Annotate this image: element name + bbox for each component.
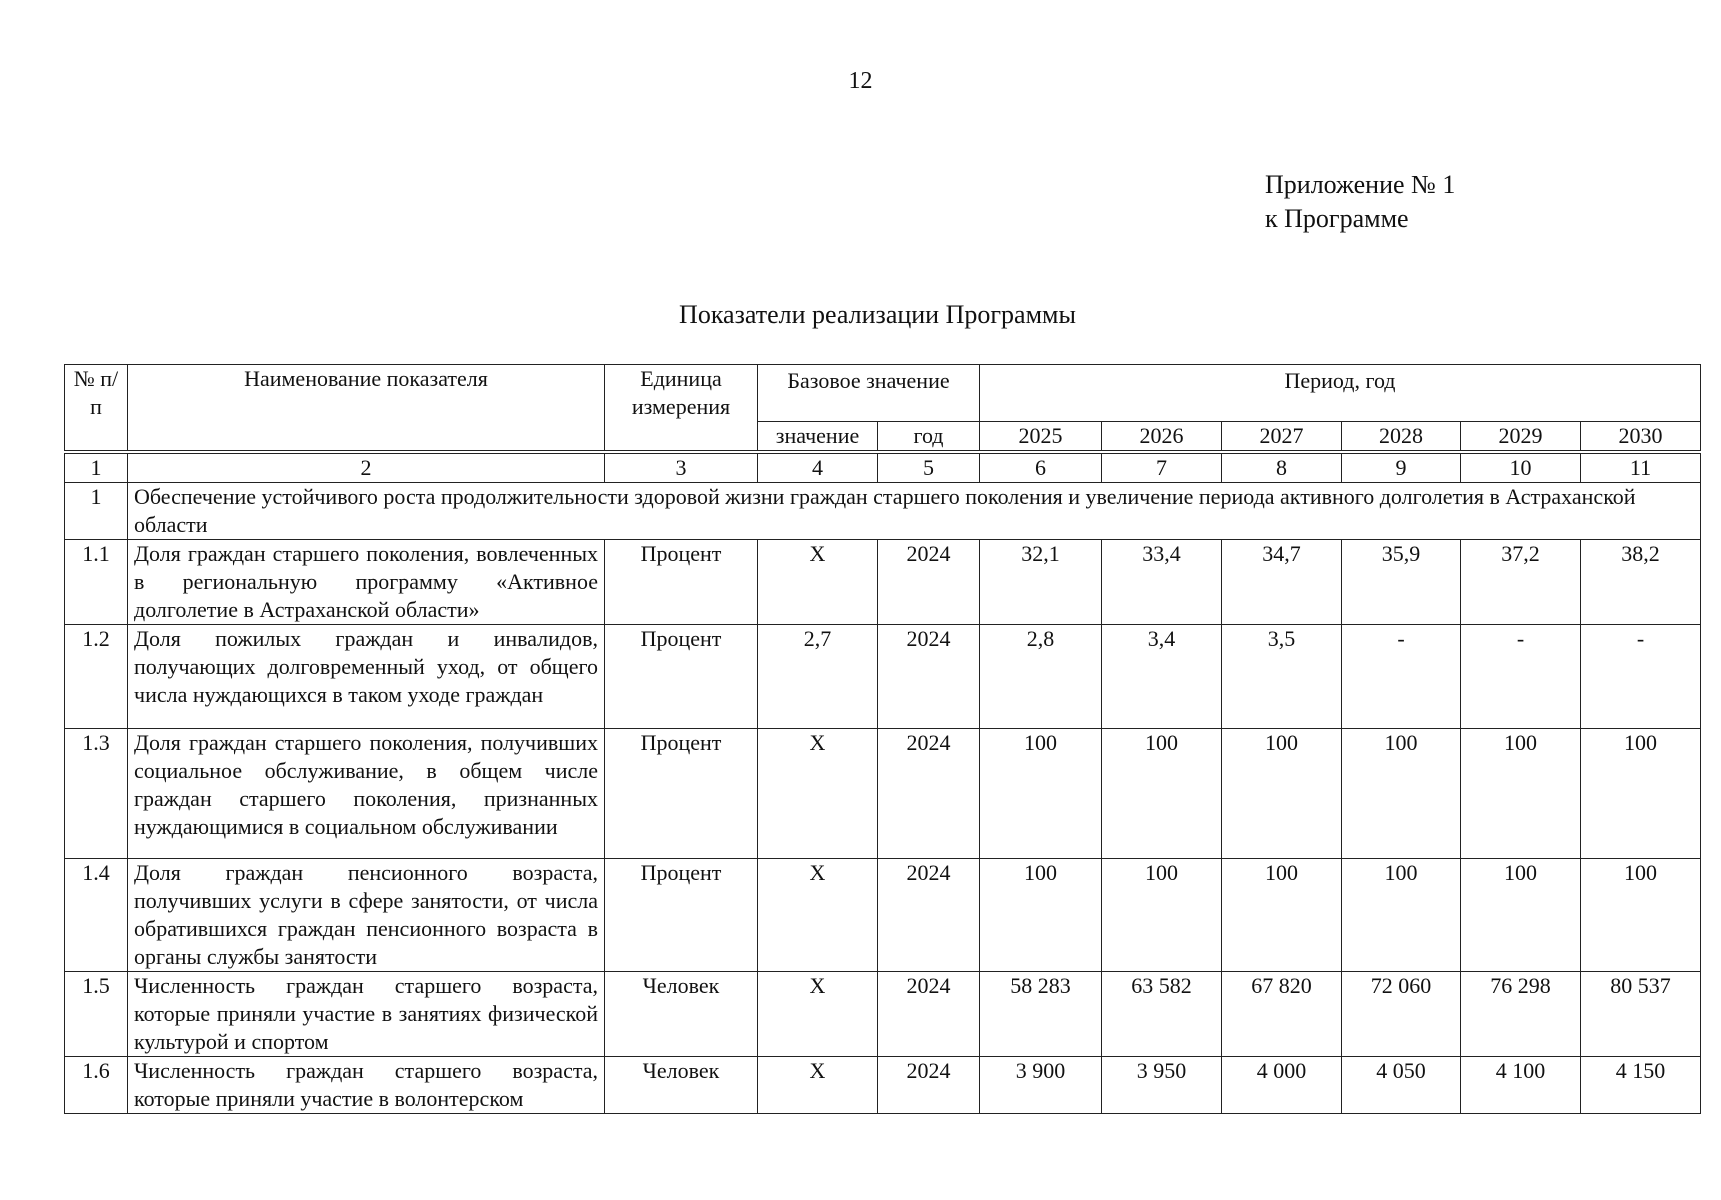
row-unit: Человек bbox=[605, 1057, 758, 1114]
column-number-row bbox=[65, 452, 1701, 483]
row-value: 100 bbox=[1342, 729, 1461, 859]
row-num: 1.3 bbox=[65, 729, 128, 859]
row-value: 100 bbox=[1581, 729, 1701, 859]
row-base-year: 2024 bbox=[878, 540, 980, 625]
header-base-value: значение bbox=[758, 422, 878, 453]
header-num: № п/п bbox=[65, 365, 128, 453]
row-value: 37,2 bbox=[1461, 540, 1581, 625]
column-number: 7 bbox=[1102, 452, 1222, 483]
row-base-year: 2024 bbox=[878, 1057, 980, 1114]
row-value: 33,4 bbox=[1102, 540, 1222, 625]
header-year: 2029 bbox=[1461, 422, 1581, 453]
table-row bbox=[65, 1057, 1701, 1114]
row-value: 35,9 bbox=[1342, 540, 1461, 625]
row-value: 4 050 bbox=[1342, 1057, 1461, 1114]
row-value: 4 000 bbox=[1222, 1057, 1342, 1114]
row-unit: Человек bbox=[605, 972, 758, 1057]
header-year: 2028 bbox=[1342, 422, 1461, 453]
row-value: 38,2 bbox=[1581, 540, 1701, 625]
section-num: 1 bbox=[65, 483, 128, 540]
row-name: Доля граждан старшего поколения, получивших социальное обслуживание, в общем числе граждан старшего поколения, признанных нуждающимися в социальном обслуживании bbox=[128, 729, 605, 859]
row-name: Доля пожилых граждан и инвалидов, получающих долговременный уход, от общего числа нуждающихся в таком уходе граждан bbox=[128, 625, 605, 729]
row-base-year: 2024 bbox=[878, 859, 980, 972]
row-num: 1.6 bbox=[65, 1057, 128, 1114]
appendix-note bbox=[1265, 168, 1455, 236]
column-number: 2 bbox=[128, 452, 605, 483]
row-base-year: 2024 bbox=[878, 625, 980, 729]
table-row bbox=[65, 729, 1701, 859]
table-row bbox=[65, 625, 1701, 729]
row-value: 67 820 bbox=[1222, 972, 1342, 1057]
row-unit: Процент bbox=[605, 540, 758, 625]
row-name: Численность граждан старшего возраста, которые приняли участие в волонтерском bbox=[128, 1057, 605, 1114]
row-base-value: Х bbox=[758, 972, 878, 1057]
row-value: 58 283 bbox=[980, 972, 1102, 1057]
row-value: 72 060 bbox=[1342, 972, 1461, 1057]
row-value: 100 bbox=[980, 859, 1102, 972]
row-unit: Процент bbox=[605, 859, 758, 972]
column-number: 5 bbox=[878, 452, 980, 483]
row-num: 1.1 bbox=[65, 540, 128, 625]
row-num: 1.5 bbox=[65, 972, 128, 1057]
row-value: 80 537 bbox=[1581, 972, 1701, 1057]
row-base-year: 2024 bbox=[878, 972, 980, 1057]
column-number: 1 bbox=[65, 452, 128, 483]
row-value: 2,8 bbox=[980, 625, 1102, 729]
column-number: 6 bbox=[980, 452, 1102, 483]
row-value: 3,5 bbox=[1222, 625, 1342, 729]
header-period: Период, год bbox=[980, 365, 1701, 422]
row-value: 34,7 bbox=[1222, 540, 1342, 625]
appendix-line-2: к Программе bbox=[1265, 204, 1409, 233]
row-value: 100 bbox=[980, 729, 1102, 859]
row-value: 100 bbox=[1461, 729, 1581, 859]
header-name: Наименование показателя bbox=[128, 365, 605, 453]
row-base-value: Х bbox=[758, 859, 878, 972]
row-value: 3,4 bbox=[1102, 625, 1222, 729]
row-num: 1.4 bbox=[65, 859, 128, 972]
row-value: 100 bbox=[1342, 859, 1461, 972]
column-number: 3 bbox=[605, 452, 758, 483]
row-value: 4 150 bbox=[1581, 1057, 1701, 1114]
row-value: 100 bbox=[1222, 859, 1342, 972]
appendix-line-1: Приложение № 1 bbox=[1265, 170, 1456, 199]
section-row bbox=[65, 483, 1701, 540]
row-value: 32,1 bbox=[980, 540, 1102, 625]
document-title: Показатели реализации Программы bbox=[679, 300, 1076, 329]
row-value: - bbox=[1581, 625, 1701, 729]
row-value: 63 582 bbox=[1102, 972, 1222, 1057]
row-value: 100 bbox=[1581, 859, 1701, 972]
row-base-value: Х bbox=[758, 540, 878, 625]
row-value: 76 298 bbox=[1461, 972, 1581, 1057]
row-value: 100 bbox=[1102, 859, 1222, 972]
row-value: 100 bbox=[1102, 729, 1222, 859]
table-row bbox=[65, 972, 1701, 1057]
row-name: Доля граждан старшего поколения, вовлеченных в региональную программу «Активное долголетие в Астраханской области» bbox=[128, 540, 605, 625]
row-value: 100 bbox=[1222, 729, 1342, 859]
header-year: 2030 bbox=[1581, 422, 1701, 453]
header-year: 2027 bbox=[1222, 422, 1342, 453]
header-base-year: год bbox=[878, 422, 980, 453]
header-year: 2026 bbox=[1102, 422, 1222, 453]
row-base-year: 2024 bbox=[878, 729, 980, 859]
table-row bbox=[65, 859, 1701, 972]
row-value: 3 900 bbox=[980, 1057, 1102, 1114]
header-unit: Единица измерения bbox=[605, 365, 758, 453]
row-num: 1.2 bbox=[65, 625, 128, 729]
table-row bbox=[65, 540, 1701, 625]
header-year: 2025 bbox=[980, 422, 1102, 453]
row-value: - bbox=[1342, 625, 1461, 729]
row-value: 3 950 bbox=[1102, 1057, 1222, 1114]
page-number: 12 bbox=[848, 68, 873, 94]
row-name: Численность граждан старшего возраста, которые приняли участие в занятиях физической культурой и спортом bbox=[128, 972, 605, 1057]
column-number: 8 bbox=[1222, 452, 1342, 483]
column-number: 9 bbox=[1342, 452, 1461, 483]
row-base-value: Х bbox=[758, 1057, 878, 1114]
column-number: 11 bbox=[1581, 452, 1701, 483]
row-name: Доля граждан пенсионного возраста, получивших услуги в сфере занятости, от числа обратившихся граждан пенсионного возраста в органы службы занятости bbox=[128, 859, 605, 972]
row-unit: Процент bbox=[605, 729, 758, 859]
row-base-value: Х bbox=[758, 729, 878, 859]
section-title: Обеспечение устойчивого роста продолжительности здоровой жизни граждан старшего поколения и увеличение периода активного долголетия в Астраханской области bbox=[128, 483, 1701, 540]
row-value: 4 100 bbox=[1461, 1057, 1581, 1114]
header-base: Базовое значение bbox=[758, 365, 980, 422]
row-unit: Процент bbox=[605, 625, 758, 729]
column-number: 10 bbox=[1461, 452, 1581, 483]
row-base-value: 2,7 bbox=[758, 625, 878, 729]
indicators-table bbox=[64, 364, 1701, 1114]
column-number: 4 bbox=[758, 452, 878, 483]
row-value: - bbox=[1461, 625, 1581, 729]
row-value: 100 bbox=[1461, 859, 1581, 972]
